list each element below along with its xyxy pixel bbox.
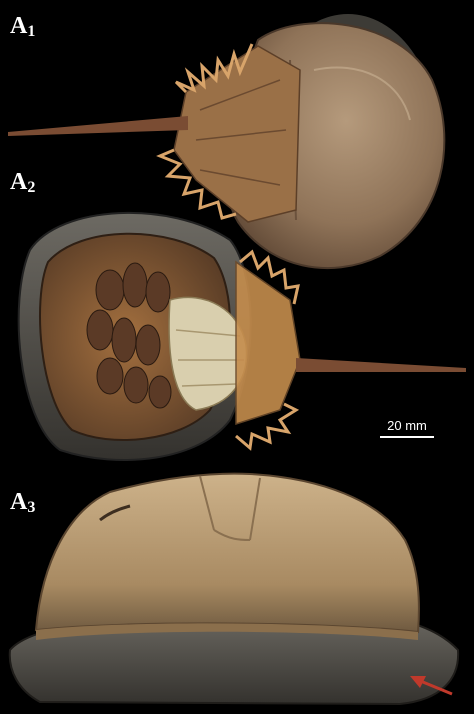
scale-bar-line — [380, 436, 434, 438]
scale-bar-label: 20 mm — [387, 418, 427, 433]
panel-label-a3: $A_3$ — [10, 489, 36, 516]
scale-bar — [380, 418, 434, 438]
specimen-anterior-view — [10, 474, 458, 704]
panel-label-a2: $A_2$ — [10, 169, 36, 196]
panel-label-a1: $A_1$ — [10, 13, 36, 40]
